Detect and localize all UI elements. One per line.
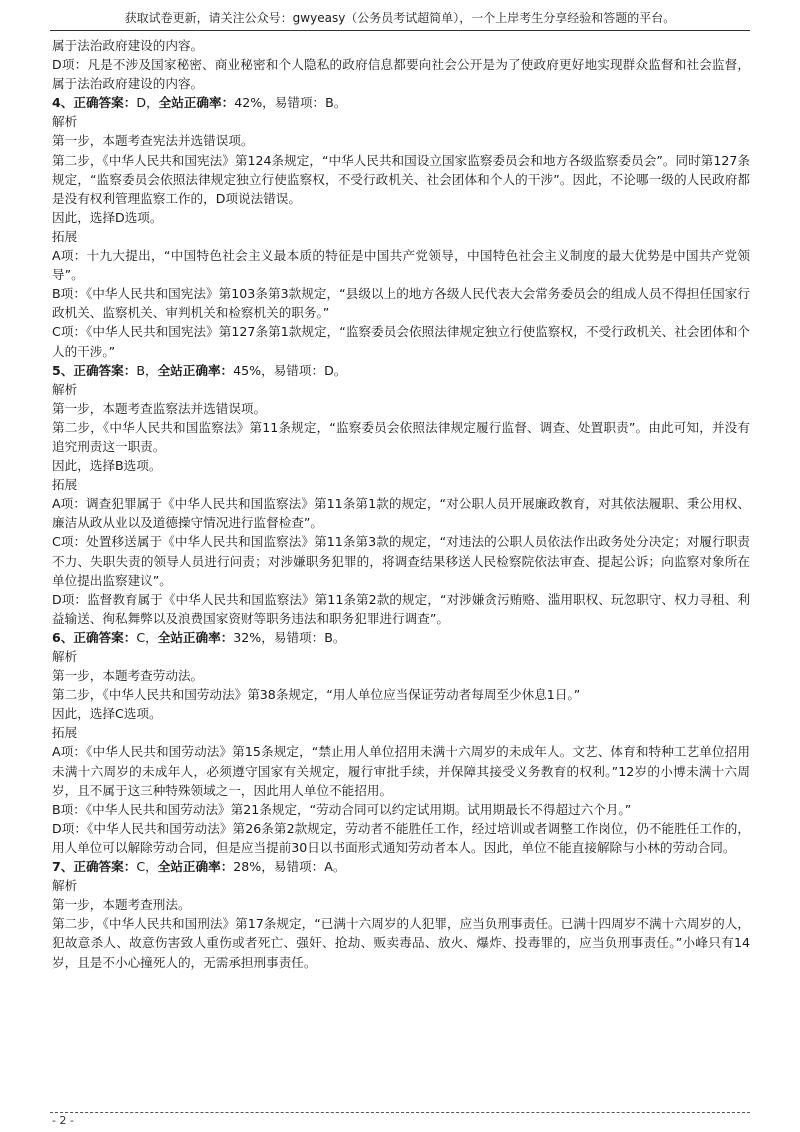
- question-answer-line: [52, 361, 750, 380]
- text-paragraph: C项：处置移送属于《中华人民共和国监察法》第11条第3款的规定，“对违法的公职人员依法作出政务处分决定；对履行职责不力、失职失责的领导人员进行问责；对涉嫌职务犯罪的，将调查结果移送人民检察院依法审查、提起公诉；向监察对象所在单位提出监察建议”。: [52, 534, 750, 588]
- text-paragraph: 第二步，《中华人民共和国劳动法》第38条规定，“用人单位应当保证劳动者每周至少休息1日。”: [52, 687, 581, 703]
- text-paragraph: 拓展: [52, 477, 78, 493]
- text-paragraph: A项：调查犯罪属于《中华人民共和国监察法》第11条第1款的规定，“对公职人员开展廉政教育，对其依法履职、秉公用权、廉洁从政从业以及道德操守情况进行监督检查”。: [52, 496, 750, 531]
- accuracy-label: 全站正确率：: [157, 629, 234, 645]
- page-number: - 2 -: [52, 1114, 74, 1127]
- text-paragraph: B项：《中华人民共和国宪法》第103条第3款规定，“县级以上的地方各级人民代表大会常务委员会的组成人员不得担任国家行政机关、监察机关、审判机关和检察机关的职务。”: [52, 286, 750, 321]
- accuracy-value: 42%，易错项：B。: [234, 95, 347, 111]
- text-paragraph: C项：《中华人民共和国宪法》第127条第1款规定，“监察委员会依照法律规定独立行使监察权，不受行政机关、社会团体和个人的干涉。”: [52, 324, 750, 359]
- accuracy-label: 全站正确率：: [157, 362, 234, 378]
- text-paragraph: 解析: [52, 114, 78, 130]
- text-paragraph: 拓展: [52, 725, 78, 741]
- text-paragraph: 第一步，本题考查刑法。: [52, 897, 191, 913]
- text-paragraph: D项：《中华人民共和国劳动法》第26条第2款规定，劳动者不能胜任工作，经过培训或者调整工作岗位，仍不能胜任工作的，用人单位可以解除劳动合同，但是应当提前30日以书面形式通知劳动者本人。因此，单位不能直接解除与小林的劳动合同。: [52, 820, 750, 855]
- answer-value: B，: [136, 362, 158, 378]
- text-paragraph: 第二步，《中华人民共和国监察法》第11条规定，“监察委员会依照法律规定履行监督、调查、处置职责”。由此可知，并没有追究刑责这一职责。: [52, 419, 750, 454]
- text-paragraph: 拓展: [52, 228, 78, 244]
- question-answer-line: [52, 628, 750, 647]
- answer-label: 4、正确答案：: [52, 95, 137, 111]
- text-paragraph: 解析: [52, 878, 78, 894]
- document-body: [52, 36, 750, 972]
- accuracy-value: 28%，易错项：A。: [233, 859, 346, 875]
- text-paragraph: D项：凡是不涉及国家秘密、商业秘密和个人隐私的政府信息都要向社会公开是为了使政府更好地实现群众监督和社会监督，属于法治政府建设的内容。: [52, 57, 750, 92]
- text-paragraph: A项：《中华人民共和国劳动法》第15条规定，“禁止用人单位招用未满十六周岁的未成年人。文艺、体育和特种工艺单位招用未满十六周岁的未成年人，必须遵守国家有关规定，履行审批手续，并保障其接受义务教育的权利。”12岁的小博未满十六周岁，且不属于这三种特殊领域之一，因此用人单位不能招用。: [52, 744, 750, 798]
- answer-value: C，: [136, 629, 158, 645]
- text-paragraph: 因此，选择C选项。: [52, 706, 162, 722]
- text-paragraph: 因此，选择B选项。: [52, 458, 162, 474]
- text-paragraph: 第二步，《中华人民共和国宪法》第124条规定，“中华人民共和国设立国家监察委员会和地方各级监察委员会”。同时第127条规定，“监察委员会依照法律规定独立行使监察权，不受行政机关、社会团体和个人的干涉”。因此，不论哪一级的人民政府都是没有权利管理监察工作的，D项说法错误。: [52, 152, 750, 206]
- page-header: 获取试卷更新，请关注公众号：gwyeasy（公务员考试超简单），一个上岸考生分享经验和答题的平台。: [124, 11, 676, 25]
- answer-label: 5、正确答案：: [52, 362, 137, 378]
- question-answer-line: [52, 93, 750, 112]
- footer-divider: [50, 1112, 750, 1113]
- accuracy-label: 全站正确率：: [158, 95, 235, 111]
- text-paragraph: 第一步，本题考查劳动法。: [52, 668, 204, 684]
- accuracy-value: 32%，易错项：B。: [233, 629, 346, 645]
- text-paragraph: A项：十九大提出，“中国特色社会主义最本质的特征是中国共产党领导，中国特色社会主义制度的最大优势是中国共产党领导”。: [52, 248, 750, 283]
- question-answer-line: [52, 857, 750, 876]
- text-paragraph: 第一步，本题考查监察法并选错误项。: [52, 400, 267, 416]
- text-paragraph: B项：《中华人民共和国劳动法》第21条规定，“劳动合同可以约定试用期。试用期最长不得超过六个月。”: [52, 801, 632, 817]
- text-paragraph: 属于法治政府建设的内容。: [52, 38, 204, 53]
- accuracy-label: 全站正确率：: [157, 859, 234, 875]
- text-paragraph: 因此，选择D选项。: [52, 209, 163, 225]
- text-paragraph: 解析: [52, 381, 78, 397]
- text-paragraph: 第二步，《中华人民共和国刑法》第17条规定，“已满十六周岁的人犯罪，应当负刑事责任。已满十四周岁不满十六周岁的人，犯故意杀人、故意伤害致人重伤或者死亡、强奸、抢劫、贩卖毒品、放火、爆炸、投毒罪的，应当负刑事责任。”小峰只有14岁，且是不小心撞死人的，无需承担刑事责任。: [52, 916, 750, 970]
- answer-value: D，: [136, 95, 159, 111]
- text-paragraph: 解析: [52, 649, 78, 664]
- header-divider: [50, 30, 750, 31]
- text-paragraph: 第一步，本题考查宪法并选错误项。: [52, 133, 254, 149]
- answer-label: 6、正确答案：: [52, 629, 137, 645]
- text-paragraph: D项：监督教育属于《中华人民共和国监察法》第11条第2款的规定，“对涉嫌贪污贿赂、滥用职权、玩忽职守、权力寻租、利益输送、徇私舞弊以及浪费国家资财等职务违法和职务犯罪进行调查”。: [52, 591, 750, 626]
- answer-label: 7、正确答案：: [52, 859, 137, 875]
- answer-value: C，: [136, 859, 158, 875]
- accuracy-value: 45%，易错项：D。: [233, 362, 347, 378]
